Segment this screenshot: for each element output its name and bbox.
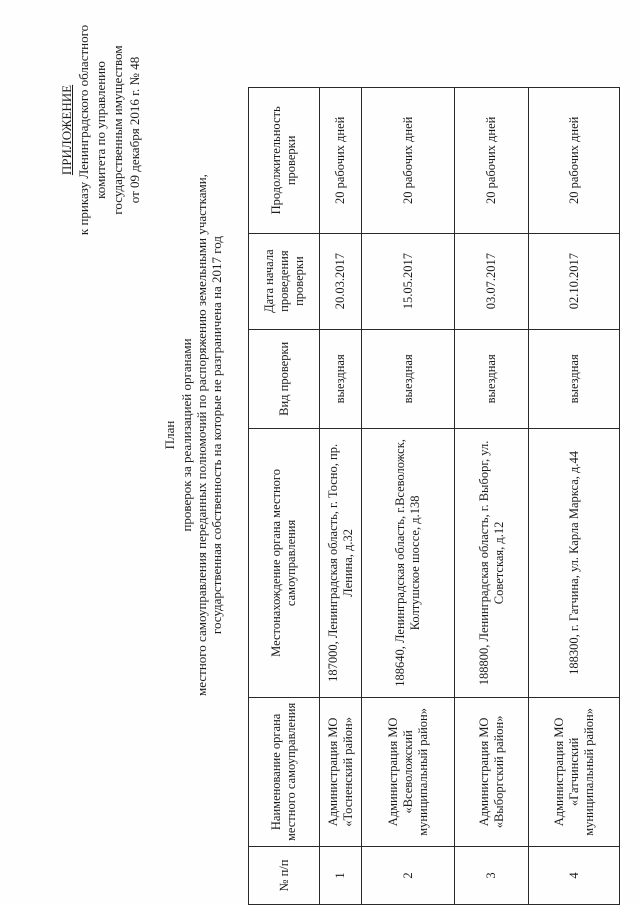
header-name: Наименование органа местного самоуправления — [249, 697, 320, 846]
row-num: 4 — [529, 846, 620, 904]
header-num: № п/п — [249, 846, 320, 904]
row-duration: 20 рабочих дней — [362, 88, 455, 234]
row-date: 20.03.2017 — [320, 233, 362, 329]
row-address: 188640, Ленинградская область, г.Всеволожск, Колтушское шоссе, д.138 — [362, 429, 455, 698]
plan-subtitle-line: государственная собственность на которые не разграничена на 2017 год — [209, 235, 224, 635]
appendix-line: комитета по управлению — [93, 61, 108, 199]
row-date: 02.10.2017 — [529, 233, 620, 329]
table-row — [362, 88, 455, 905]
appendix-line: к приказу Ленинградского областного — [76, 24, 91, 236]
table-row — [455, 88, 529, 905]
appendix-line: от 09 декабря 2016 г. № 48 — [127, 56, 142, 204]
table-row — [320, 88, 362, 905]
plan-heading — [162, 125, 224, 745]
row-kind: выездная — [362, 329, 455, 428]
appendix-block — [58, 15, 143, 245]
row-kind: выездная — [320, 329, 362, 428]
row-name: Администрация МО «Всеволожский муниципальный район» — [362, 697, 455, 846]
row-address: 187000, Ленинградская область, г. Тосно, пр. Ленина, д.32 — [320, 429, 362, 698]
row-kind: выездная — [529, 329, 620, 428]
appendix-title: ПРИЛОЖЕНИЕ — [59, 84, 74, 176]
header-address: Местонахождение органа местного самоуправления — [249, 429, 320, 698]
table-row — [529, 88, 620, 905]
row-duration: 20 рабочих дней — [529, 88, 620, 234]
row-name: Администрация МО «Тосненский район» — [320, 697, 362, 846]
header-duration: Продолжительность проверки — [249, 88, 320, 234]
inspection-plan-table — [248, 87, 620, 905]
row-name: Администрация МО «Гатчинский муниципальный район» — [529, 697, 620, 846]
header-kind: Вид проверки — [249, 329, 320, 428]
row-num: 2 — [362, 846, 455, 904]
row-date: 03.07.2017 — [455, 233, 529, 329]
row-duration: 20 рабочих дней — [320, 88, 362, 234]
plan-title: План — [162, 420, 177, 450]
row-num: 1 — [320, 846, 362, 904]
appendix-line: государственным имуществом — [110, 45, 125, 215]
row-address: 188800, Ленинградская область, г. Выборг, ул. Советская, д.12 — [455, 429, 529, 698]
row-num: 3 — [455, 846, 529, 904]
row-address: 188300, г. Гатчина, ул. Карла Маркса, д.44 — [529, 429, 620, 698]
plan-subtitle-line: проверок за реализацией органами — [179, 338, 194, 532]
row-duration: 20 рабочих дней — [455, 88, 529, 234]
row-name: Администрация МО «Выборгский район» — [455, 697, 529, 846]
row-date: 15.05.2017 — [362, 233, 455, 329]
table-header-row — [249, 88, 320, 905]
header-date: Дата начала проведения проверки — [249, 233, 320, 329]
row-kind: выездная — [455, 329, 529, 428]
plan-subtitle-line: местного самоуправления переданных полномочий по распоряжению земельными участками, — [194, 174, 209, 696]
